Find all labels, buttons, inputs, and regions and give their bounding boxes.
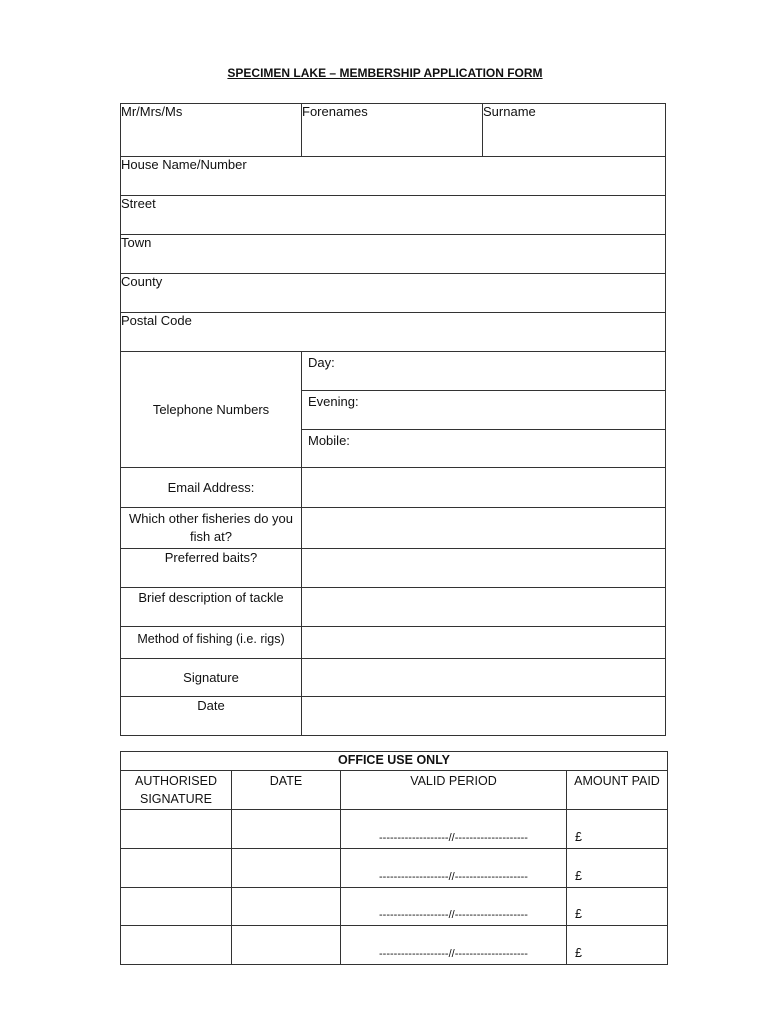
office-use-table [120,751,668,965]
tackle-label: Brief description of tackle [138,590,284,605]
evening-phone-label: Evening: [308,394,359,409]
col-authorised-signature: AUTHORISED SIGNATURE [121,771,232,810]
office-date-cell[interactable] [232,849,341,888]
office-period-cell[interactable]: -------------------//-------------------- [341,849,567,888]
office-date-cell[interactable] [232,810,341,849]
office-row [121,849,668,888]
application-form [120,103,666,736]
date-input[interactable] [302,697,666,736]
surname-label: Surname [483,104,536,119]
mobile-phone-label: Mobile: [308,433,350,448]
baits-label: Preferred baits? [164,550,258,565]
title-label: Mr/Mrs/Ms [121,104,183,119]
county-label: County [121,274,163,289]
office-date-cell[interactable] [232,926,341,965]
fisheries-label: Which other fisheries do you fish at? [128,511,294,544]
tackle-label-cell [121,588,302,627]
email-label-cell [121,468,302,508]
method-label-cell [121,627,302,659]
town-label: Town [121,235,152,250]
office-amount-cell[interactable]: £ [567,926,668,965]
office-period-cell[interactable]: -------------------//-------------------- [341,888,567,926]
baits-input[interactable] [302,549,666,588]
mobile-phone-field[interactable] [302,430,665,466]
baits-label-cell [121,549,302,588]
day-phone-field[interactable] [302,352,665,391]
street-field[interactable] [121,196,666,235]
house-field[interactable] [121,157,666,196]
email-label: Email Address: [167,480,255,495]
office-period-cell[interactable]: -------------------//-------------------- [341,926,567,965]
email-input[interactable] [302,468,666,508]
forenames-cell[interactable] [302,104,483,157]
office-amount-cell[interactable]: £ [567,810,668,849]
office-signature-cell[interactable] [121,810,232,849]
office-use-heading: OFFICE USE ONLY [121,752,668,771]
telephone-label-cell [121,352,302,468]
signature-label: Signature [183,670,239,685]
county-field[interactable] [121,274,666,313]
office-row [121,926,668,965]
evening-phone-field[interactable] [302,391,665,430]
town-field[interactable] [121,235,666,274]
method-label: Method of fishing (i.e. rigs) [137,632,285,646]
date-label-cell [121,697,302,736]
office-period-cell[interactable]: -------------------//-------------------- [341,810,567,849]
telephone-label: Telephone Numbers [152,402,270,417]
form-title: SPECIMEN LAKE – MEMBERSHIP APPLICATION FORM [227,66,543,80]
fisheries-input[interactable] [302,508,666,549]
office-amount-cell[interactable]: £ [567,849,668,888]
telephone-fields [302,352,666,468]
date-label: Date [197,698,225,713]
house-label: House Name/Number [121,157,247,172]
office-amount-cell[interactable]: £ [567,888,668,926]
surname-cell[interactable] [483,104,666,157]
col-valid-period: VALID PERIOD [341,771,567,810]
signature-input[interactable] [302,659,666,697]
office-signature-cell[interactable] [121,849,232,888]
office-date-cell[interactable] [232,888,341,926]
tackle-input[interactable] [302,588,666,627]
office-row [121,810,668,849]
day-phone-label: Day: [308,355,335,370]
office-row [121,888,668,926]
postal-code-field[interactable] [121,313,666,352]
signature-label-cell [121,659,302,697]
street-label: Street [121,196,156,211]
office-signature-cell[interactable] [121,888,232,926]
office-signature-cell[interactable] [121,926,232,965]
col-date: DATE [232,771,341,810]
col-amount-paid: AMOUNT PAID [567,771,668,810]
postal-code-label: Postal Code [121,313,192,328]
fisheries-label-cell [121,508,302,549]
forenames-label: Forenames [302,104,368,119]
method-input[interactable] [302,627,666,659]
title-cell[interactable] [121,104,302,157]
